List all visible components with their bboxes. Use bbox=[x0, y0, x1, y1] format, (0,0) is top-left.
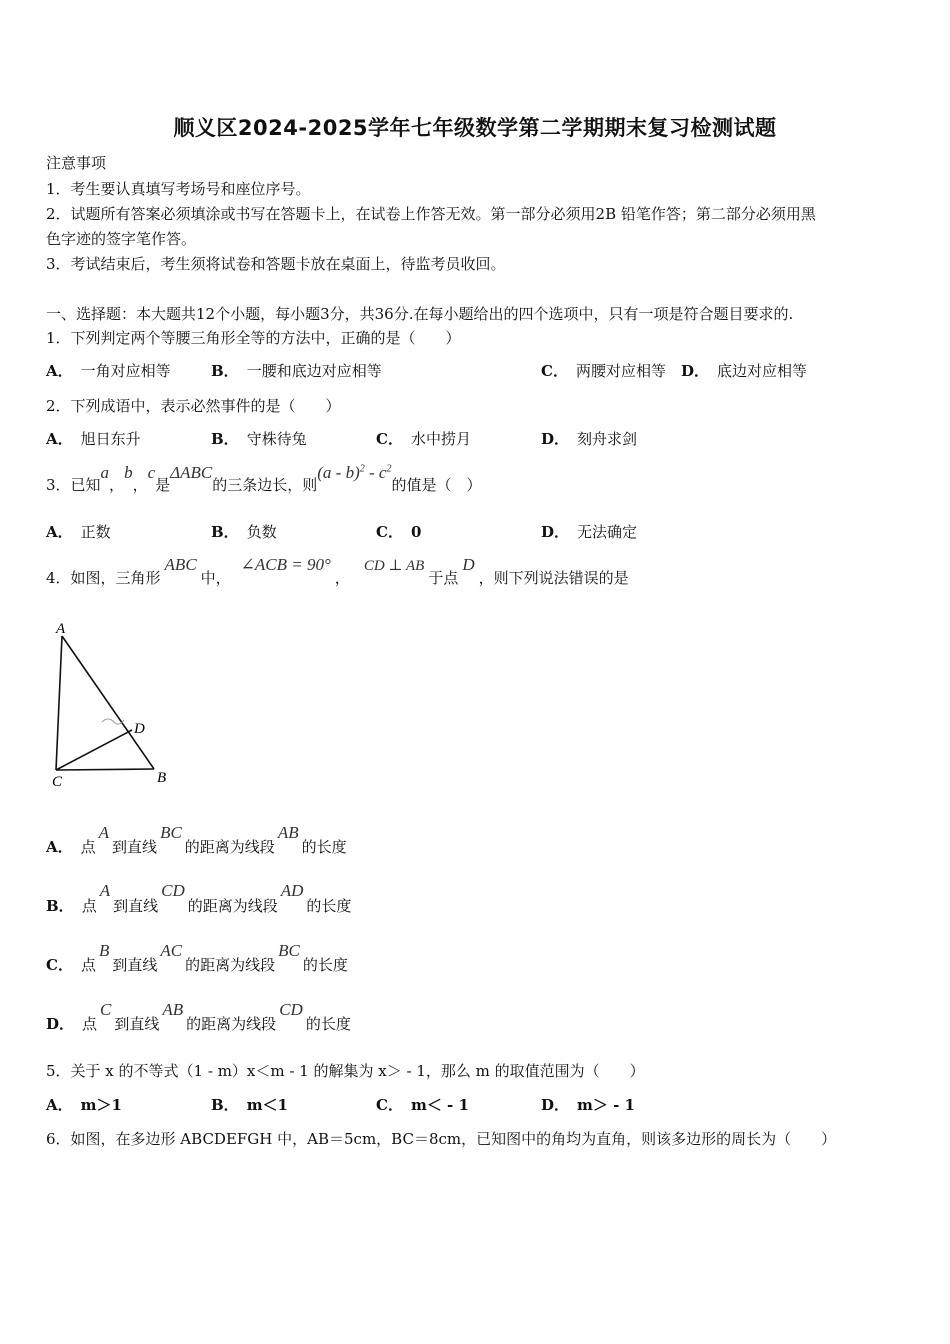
q4-stem bbox=[46, 556, 629, 592]
q5-option-c bbox=[376, 1094, 469, 1115]
q5-option-b bbox=[211, 1094, 288, 1115]
expr-minus: - c bbox=[364, 463, 387, 482]
option-label: A． bbox=[46, 523, 73, 541]
vertex-c-label: C bbox=[52, 774, 63, 790]
option-label: B． bbox=[211, 362, 239, 380]
q5-option-d bbox=[541, 1094, 635, 1115]
q3-option-b bbox=[211, 521, 277, 542]
option-text: 的距离为线段 bbox=[185, 956, 276, 974]
option-text: 一角对应相等 bbox=[80, 362, 171, 380]
q1-option-a bbox=[46, 360, 171, 381]
option-text: 点 bbox=[80, 956, 96, 974]
notice-item-2-cont: 色字迹的签字笔作答。 bbox=[46, 230, 197, 248]
option-text: 底边对应相等 bbox=[717, 362, 808, 380]
option-text: 正数 bbox=[80, 523, 111, 541]
option-label: C． bbox=[376, 430, 403, 448]
expr-exp: 2 bbox=[359, 463, 365, 475]
option-label: A． bbox=[46, 430, 73, 448]
q1-stem: 1．下列判定两个等腰三角形全等的方法中，正确的是（ ） bbox=[46, 329, 461, 347]
option-label: B． bbox=[211, 523, 239, 541]
option-text: 的长度 bbox=[302, 956, 348, 974]
q4-option-a bbox=[46, 822, 347, 858]
vertex-b-label: B bbox=[157, 770, 167, 786]
vertex-d-label: D bbox=[134, 721, 145, 737]
math-line: AC bbox=[160, 941, 183, 960]
q3-num: 3．已知 bbox=[46, 476, 101, 494]
option-text: 点 bbox=[82, 1015, 98, 1033]
math-line: CD bbox=[161, 881, 185, 900]
math-point: C bbox=[100, 1000, 112, 1019]
option-text: 的长度 bbox=[306, 897, 352, 915]
notice-item-2: 2．试题所有答案必须填涂或书写在答题卡上，在试卷上作答无效。第一部分必须用2B 铅笔作答；第二部分必须用黑 bbox=[46, 205, 816, 223]
q4-num: 4．如图，三角形 bbox=[46, 569, 161, 587]
segment-ab bbox=[62, 636, 154, 769]
q5-option-a bbox=[46, 1094, 122, 1115]
q1-option-c bbox=[541, 360, 666, 381]
page-title: 顺义区2024-2025学年七年级数学第二学期期末复习检测试题 bbox=[173, 116, 777, 140]
math-b: b bbox=[124, 463, 133, 482]
option-label: C． bbox=[376, 1096, 403, 1114]
option-text: 0 bbox=[410, 523, 422, 541]
option-text: 的距离为线段 bbox=[184, 838, 275, 856]
option-label: C． bbox=[46, 956, 73, 974]
option-text: 的长度 bbox=[301, 838, 347, 856]
option-label: A． bbox=[46, 838, 73, 856]
q2-option-c bbox=[376, 428, 471, 449]
option-text: 的长度 bbox=[305, 1015, 351, 1033]
math-c: c bbox=[147, 463, 156, 482]
option-text: 到直线 bbox=[113, 897, 159, 915]
option-label: B． bbox=[46, 897, 74, 915]
option-label: D． bbox=[681, 362, 710, 380]
option-text: 到直线 bbox=[112, 956, 158, 974]
notice-heading: 注意事项 bbox=[46, 154, 107, 172]
option-label: B． bbox=[211, 430, 239, 448]
option-label: D． bbox=[541, 1096, 570, 1114]
option-label: C． bbox=[541, 362, 568, 380]
option-text: 一腰和底边对应相等 bbox=[246, 362, 382, 380]
q4-option-d bbox=[46, 999, 351, 1035]
option-text: 无法确定 bbox=[577, 523, 638, 541]
option-label: A． bbox=[46, 362, 73, 380]
q2-option-a bbox=[46, 428, 141, 449]
math-segment: AB bbox=[277, 823, 299, 842]
option-text: m＞1 bbox=[80, 1096, 122, 1114]
q3-option-c bbox=[376, 521, 421, 542]
math-angle: ∠ACB = 90° bbox=[240, 555, 331, 574]
q2-option-b bbox=[211, 428, 307, 449]
q4-end: ，则下列说法错误的是 bbox=[478, 569, 629, 587]
q3-end: 的值是（ ） bbox=[391, 476, 482, 494]
sep: ， bbox=[132, 476, 148, 494]
q4-foot: 于点 bbox=[428, 569, 459, 587]
vertex-a-label: A bbox=[56, 621, 66, 637]
segment-cd bbox=[56, 730, 132, 770]
q3-mid: 的三条边长，则 bbox=[212, 476, 318, 494]
q3-option-a bbox=[46, 521, 111, 542]
q4-option-c bbox=[46, 940, 348, 976]
math-segment: BC bbox=[278, 941, 300, 960]
q2-stem: 2．下列成语中，表示必然事件的是（ ） bbox=[46, 397, 341, 415]
option-label: B． bbox=[211, 1096, 239, 1114]
math-a: a bbox=[100, 463, 110, 482]
math-segment: CD bbox=[279, 1000, 303, 1019]
option-text: 的距离为线段 bbox=[187, 897, 278, 915]
q6-stem: 6．如图，在多边形 ABCDEFGH 中，AB＝5cm，BC＝8cm，已知图中的角均为直角，则该多边形的周长为（ ） bbox=[46, 1130, 837, 1148]
option-text: 点 bbox=[81, 897, 97, 915]
option-label: A． bbox=[46, 1096, 73, 1114]
option-text: 到直线 bbox=[112, 838, 158, 856]
option-text: 到直线 bbox=[114, 1015, 160, 1033]
math-d: D bbox=[462, 555, 475, 574]
sep: ， bbox=[109, 476, 125, 494]
q1-option-d bbox=[681, 360, 807, 381]
option-text: m＞ - 1 bbox=[577, 1096, 635, 1114]
section-heading: 一、选择题：本大题共12个小题，每小题3分，共36分.在每小题给出的四个选项中，只有一项是符合题目要求的. bbox=[46, 305, 794, 323]
notice-item-1: 1．考生要认真填写考场号和座位序号。 bbox=[46, 180, 311, 198]
segment-ac bbox=[56, 636, 62, 770]
option-text: 守株待兔 bbox=[246, 430, 307, 448]
q2-option-d bbox=[541, 428, 637, 449]
option-text: 刻舟求剑 bbox=[577, 430, 638, 448]
notice-item-3: 3．考试结束后，考生须将试卷和答题卡放在桌面上，待监考员收回。 bbox=[46, 255, 506, 273]
sep: ， bbox=[334, 569, 350, 587]
math-point: A bbox=[99, 881, 111, 900]
option-text: 点 bbox=[80, 838, 96, 856]
math-perp: CD ⊥ AB bbox=[363, 558, 425, 574]
q3-stem bbox=[46, 464, 481, 500]
option-text: 水中捞月 bbox=[410, 430, 471, 448]
math-line: BC bbox=[160, 823, 182, 842]
q4-mid: 中， bbox=[200, 569, 231, 587]
math-abc: ABC bbox=[164, 555, 197, 574]
segment-cb bbox=[56, 769, 154, 770]
math-point: A bbox=[98, 823, 110, 842]
math-point: B bbox=[98, 941, 110, 960]
option-label: D． bbox=[541, 523, 570, 541]
q1-option-b bbox=[211, 360, 382, 381]
option-text: m＜ - 1 bbox=[410, 1096, 469, 1114]
option-label: D． bbox=[541, 430, 570, 448]
q5-stem: 5．关于 x 的不等式（1 - m）x＜m - 1 的解集为 x＞ - 1，那么 m 的取值范围为（ ） bbox=[46, 1062, 645, 1080]
option-text: 的距离为线段 bbox=[186, 1015, 277, 1033]
option-label: C． bbox=[376, 523, 403, 541]
q4-option-b bbox=[46, 880, 351, 916]
triangle-figure bbox=[40, 612, 180, 792]
option-text: m＜1 bbox=[246, 1096, 288, 1114]
option-label: D． bbox=[46, 1015, 75, 1033]
q3-option-d bbox=[541, 521, 637, 542]
option-text: 两腰对应相等 bbox=[575, 362, 666, 380]
option-text: 负数 bbox=[246, 523, 277, 541]
math-triangle: ΔABC bbox=[170, 463, 213, 482]
expr-exp2: 2 bbox=[386, 463, 392, 475]
q3-is: 是 bbox=[155, 476, 171, 494]
math-line: AB bbox=[162, 1000, 184, 1019]
math-segment: AD bbox=[280, 881, 304, 900]
math-expr bbox=[317, 463, 391, 482]
expr-base: (a - b) bbox=[317, 463, 360, 482]
option-text: 旭日东升 bbox=[80, 430, 141, 448]
